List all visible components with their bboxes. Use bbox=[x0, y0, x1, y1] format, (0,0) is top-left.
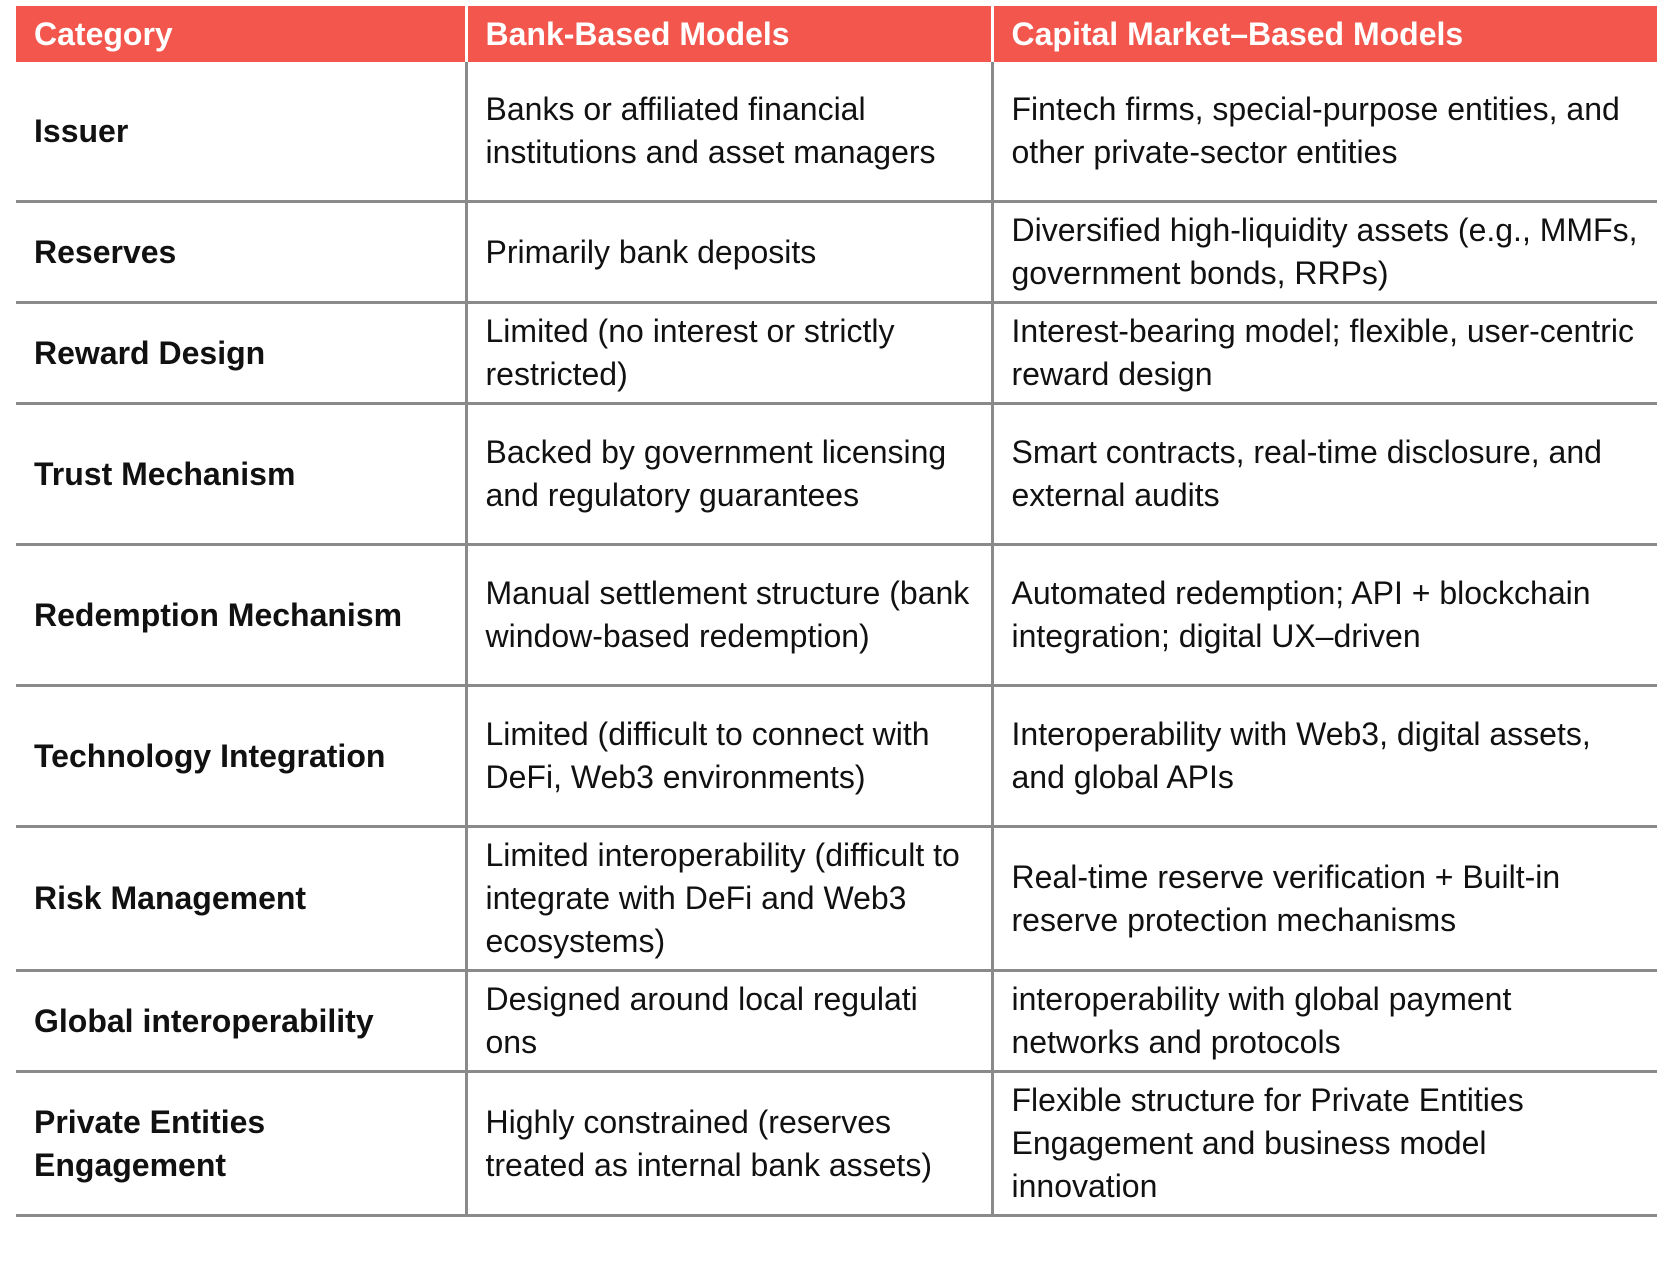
table-body bbox=[16, 62, 1657, 1216]
table-row bbox=[16, 202, 1657, 303]
table-row bbox=[16, 686, 1657, 827]
row-capital-value: interoperability with global payment networks and protocols bbox=[992, 971, 1657, 1072]
row-bank-value: Limited (difficult to connect with DeFi, Web3 environments) bbox=[466, 686, 992, 827]
table-header bbox=[16, 6, 1657, 62]
table-row bbox=[16, 303, 1657, 404]
row-capital-value: Diversified high-liquidity assets (e.g., MMFs, government bonds, RRPs) bbox=[992, 202, 1657, 303]
row-bank-value: Highly constrained (reserves treated as internal bank assets) bbox=[466, 1072, 992, 1216]
header-row bbox=[16, 6, 1657, 62]
row-bank-value: Backed by government licensing and regulatory guarantees bbox=[466, 404, 992, 545]
table-row bbox=[16, 545, 1657, 686]
comparison-table-container bbox=[16, 6, 1657, 1217]
row-bank-value: Limited (no interest or strictly restricted) bbox=[466, 303, 992, 404]
row-category: Trust Mechanism bbox=[16, 404, 466, 545]
row-capital-value: Automated redemption; API + blockchain integration; digital UX–driven bbox=[992, 545, 1657, 686]
row-category: Private Entities Engagement bbox=[16, 1072, 466, 1216]
table-row bbox=[16, 62, 1657, 202]
header-category: Category bbox=[16, 6, 466, 62]
table-row bbox=[16, 827, 1657, 971]
table-row bbox=[16, 971, 1657, 1072]
row-bank-value: Limited interoperability (difficult to integrate with DeFi and Web3 ecosystems) bbox=[466, 827, 992, 971]
row-capital-value: Fintech firms, special-purpose entities, and other private-sector entities bbox=[992, 62, 1657, 202]
row-capital-value: Real-time reserve verification + Built-in reserve protection mechanisms bbox=[992, 827, 1657, 971]
row-bank-value: Primarily bank deposits bbox=[466, 202, 992, 303]
row-bank-value: Banks or affiliated financial institutions and asset managers bbox=[466, 62, 992, 202]
row-category: Global interoperability bbox=[16, 971, 466, 1072]
table-row bbox=[16, 1072, 1657, 1216]
row-bank-value: Designed around local regulati ons bbox=[466, 971, 992, 1072]
row-category: Issuer bbox=[16, 62, 466, 202]
row-category: Risk Management bbox=[16, 827, 466, 971]
header-bank-based-models: Bank-Based Models bbox=[466, 6, 992, 62]
row-category: Reward Design bbox=[16, 303, 466, 404]
row-category: Redemption Mechanism bbox=[16, 545, 466, 686]
row-category: Technology Integration bbox=[16, 686, 466, 827]
row-capital-value: Interoperability with Web3, digital assets, and global APIs bbox=[992, 686, 1657, 827]
row-capital-value: Interest-bearing model; flexible, user-centric reward design bbox=[992, 303, 1657, 404]
table-row bbox=[16, 404, 1657, 545]
comparison-table bbox=[16, 6, 1657, 1217]
row-bank-value: Manual settlement structure (bank window-based redemption) bbox=[466, 545, 992, 686]
row-capital-value: Smart contracts, real-time disclosure, and external audits bbox=[992, 404, 1657, 545]
row-category: Reserves bbox=[16, 202, 466, 303]
header-capital-market-based-models: Capital Market–Based Models bbox=[992, 6, 1657, 62]
row-capital-value: Flexible structure for Private Entities Engagement and business model innovation bbox=[992, 1072, 1657, 1216]
